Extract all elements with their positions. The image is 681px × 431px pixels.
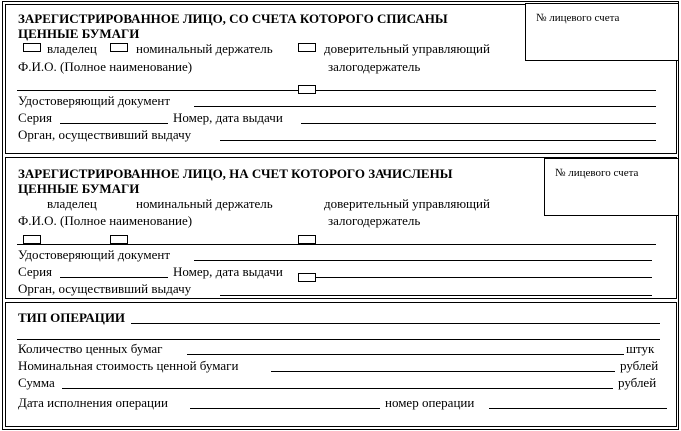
credit-pledgeholder-label: залогодержатель bbox=[328, 213, 421, 228]
credit-trustee-checkbox[interactable] bbox=[298, 235, 316, 244]
debit-section-title: ЗАРЕГИСТРИРОВАННОЕ ЛИЦО, СО СЧЕТА КОТОРОГО СПИСАНЫ bbox=[18, 11, 448, 26]
debit-owner-label: владелец bbox=[47, 41, 97, 56]
credit-issuer-field[interactable] bbox=[220, 295, 652, 296]
debit-trustee-checkbox[interactable] bbox=[298, 43, 316, 52]
debit-issuer-field[interactable] bbox=[220, 140, 656, 141]
credit-number-date-field[interactable] bbox=[301, 277, 652, 278]
debit-name-label: Ф.И.О. (Полное наименование) bbox=[18, 59, 193, 74]
credit-section-title: ЗАРЕГИСТРИРОВАННОЕ ЛИЦО, НА СЧЕТ КОТОРОГО ЗАЧИСЛЕНЫ bbox=[18, 166, 453, 181]
operation-number-label: номер операции bbox=[385, 395, 475, 410]
credit-account-number-box[interactable] bbox=[544, 158, 679, 216]
credit-series-field[interactable] bbox=[60, 277, 168, 278]
debit-number-date-label: Номер, дата выдачи bbox=[173, 110, 283, 125]
debit-series-field[interactable] bbox=[60, 123, 168, 124]
credit-issuer-label: Орган, осуществивший выдачу bbox=[18, 281, 192, 296]
debit-account-label: № лицевого счета bbox=[536, 12, 620, 24]
amount-label: Сумма bbox=[18, 375, 55, 390]
credit-id-doc-label: Удостоверяющий документ bbox=[18, 247, 171, 262]
debit-nominee-label: номинальный держатель bbox=[136, 41, 273, 56]
operation-type-field-line2[interactable] bbox=[17, 339, 660, 340]
debit-pledgeholder-label: залогодержатель bbox=[328, 59, 421, 74]
operation-type-label: ТИП ОПЕРАЦИИ bbox=[18, 310, 126, 325]
quantity-label: Количество ценных бумаг bbox=[18, 341, 163, 356]
nominal-value-field[interactable] bbox=[271, 371, 615, 372]
credit-nominee-label: номинальный держатель bbox=[136, 196, 273, 211]
debit-pledgeholder-checkbox[interactable] bbox=[298, 85, 316, 94]
operation-type-field[interactable] bbox=[131, 323, 660, 324]
credit-owner-checkbox[interactable] bbox=[23, 235, 41, 244]
quantity-unit: штук bbox=[626, 341, 655, 356]
credit-pledgeholder-checkbox[interactable] bbox=[298, 273, 316, 282]
execution-date-label: Дата исполнения операции bbox=[18, 395, 168, 410]
credit-name-field[interactable] bbox=[17, 244, 656, 245]
amount-field[interactable] bbox=[62, 388, 613, 389]
execution-date-field[interactable] bbox=[190, 408, 380, 409]
debit-number-date-field[interactable] bbox=[301, 123, 656, 124]
debit-series-label: Серия bbox=[18, 110, 53, 125]
debit-nominee-checkbox[interactable] bbox=[110, 43, 128, 52]
debit-name-field[interactable] bbox=[17, 90, 656, 91]
debit-issuer-label: Орган, осуществивший выдачу bbox=[18, 127, 192, 142]
credit-account-label: № лицевого счета bbox=[555, 167, 639, 179]
credit-number-date-label: Номер, дата выдачи bbox=[173, 264, 283, 279]
nominal-value-label: Номинальная стоимость ценной бумаги bbox=[18, 358, 239, 373]
credit-owner-label: владелец bbox=[47, 196, 97, 211]
credit-nominee-checkbox[interactable] bbox=[110, 235, 128, 244]
debit-id-doc-label: Удостоверяющий документ bbox=[18, 93, 171, 108]
amount-unit: рублей bbox=[618, 375, 657, 390]
credit-trustee-label: доверительный управляющий bbox=[324, 196, 490, 211]
credit-section-title-line2: ЦЕННЫЕ БУМАГИ bbox=[18, 181, 140, 196]
debit-section-title-line2: ЦЕННЫЕ БУМАГИ bbox=[18, 26, 140, 41]
debit-trustee-label: доверительный управляющий bbox=[324, 41, 490, 56]
credit-series-label: Серия bbox=[18, 264, 53, 279]
debit-owner-checkbox[interactable] bbox=[23, 43, 41, 52]
nominal-value-unit: рублей bbox=[620, 358, 659, 373]
credit-name-label: Ф.И.О. (Полное наименование) bbox=[18, 213, 193, 228]
quantity-field[interactable] bbox=[187, 354, 624, 355]
operation-number-field[interactable] bbox=[489, 408, 667, 409]
credit-id-doc-field[interactable] bbox=[194, 260, 652, 261]
debit-account-number-box[interactable] bbox=[525, 3, 679, 61]
debit-id-doc-field[interactable] bbox=[194, 106, 656, 107]
